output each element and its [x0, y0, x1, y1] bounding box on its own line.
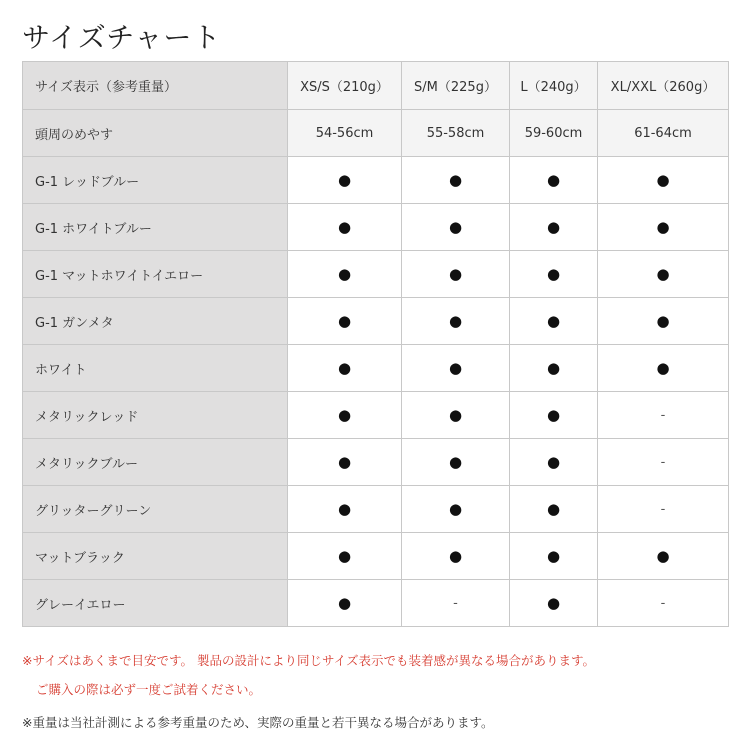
availability-cell: [402, 439, 510, 486]
available-dot-icon: ●: [337, 406, 352, 424]
unavailable-mark: -: [660, 501, 666, 517]
availability-cell: [402, 486, 510, 533]
head-circumference-value: 61-64cm: [598, 110, 729, 157]
availability-cell: [598, 580, 729, 627]
available-dot-icon: ●: [337, 312, 352, 330]
size-chart-table: [22, 61, 729, 627]
size-note-line1: ※サイズはあくまで目安です。 製品の設計により同じサイズ表示でも装着感が異なる場合があります。: [22, 653, 595, 668]
available-dot-icon: ●: [656, 218, 670, 236]
table-row: [23, 157, 729, 204]
availability-cell: [510, 157, 598, 204]
availability-cell: [510, 439, 598, 486]
availability-cell: [510, 486, 598, 533]
availability-cell: [598, 204, 729, 251]
head-circumference-label: 頭周のめやす: [23, 110, 288, 157]
unavailable-mark: -: [660, 454, 666, 470]
size-note-line2: ご購入の際は必ず一度ご試着ください。: [36, 682, 262, 697]
table-row: [23, 298, 729, 345]
color-variant-label: ホワイト: [23, 345, 288, 392]
availability-cell: [402, 580, 510, 627]
availability-cell: [288, 298, 402, 345]
available-dot-icon: ●: [546, 406, 561, 424]
availability-cell: [402, 157, 510, 204]
color-variant-label: マットブラック: [23, 533, 288, 580]
availability-cell: [288, 533, 402, 580]
availability-cell: [598, 392, 729, 439]
available-dot-icon: ●: [337, 218, 352, 236]
availability-cell: [598, 533, 729, 580]
availability-cell: [402, 392, 510, 439]
color-variant-label: メタリックレッド: [23, 392, 288, 439]
weight-note: ※重量は当社計測による参考重量のため、実際の重量と若干異なる場合があります。: [22, 715, 494, 730]
availability-cell: [510, 392, 598, 439]
available-dot-icon: ●: [546, 218, 561, 236]
available-dot-icon: ●: [337, 359, 352, 377]
size-header-s-m: S/M（225g）: [402, 62, 510, 110]
available-dot-icon: ●: [546, 547, 561, 565]
available-dot-icon: ●: [448, 359, 463, 377]
availability-cell: [288, 486, 402, 533]
unavailable-mark: -: [660, 407, 666, 423]
availability-cell: [402, 533, 510, 580]
available-dot-icon: ●: [448, 171, 463, 189]
table-row: [23, 580, 729, 627]
head-circumference-value: 55-58cm: [402, 110, 510, 157]
available-dot-icon: ●: [656, 547, 670, 565]
availability-cell: [598, 486, 729, 533]
availability-cell: [402, 204, 510, 251]
available-dot-icon: ●: [546, 359, 561, 377]
available-dot-icon: ●: [656, 312, 670, 330]
availability-cell: [402, 251, 510, 298]
available-dot-icon: ●: [546, 171, 561, 189]
table-row: [23, 392, 729, 439]
availability-cell: [598, 439, 729, 486]
available-dot-icon: ●: [337, 265, 352, 283]
available-dot-icon: ●: [448, 406, 463, 424]
available-dot-icon: ●: [337, 594, 352, 612]
table-row: [23, 439, 729, 486]
available-dot-icon: ●: [448, 312, 463, 330]
available-dot-icon: ●: [337, 547, 352, 565]
size-header-xs-s: XS/S（210g）: [288, 62, 402, 110]
available-dot-icon: ●: [337, 500, 352, 518]
table-row: [23, 204, 729, 251]
available-dot-icon: ●: [448, 547, 463, 565]
available-dot-icon: ●: [448, 218, 463, 236]
table-row: [23, 345, 729, 392]
availability-cell: [510, 251, 598, 298]
available-dot-icon: ●: [656, 359, 670, 377]
table-row: [23, 486, 729, 533]
size-header-l: L（240g）: [510, 62, 598, 110]
availability-cell: [288, 580, 402, 627]
color-variant-label: メタリックブルー: [23, 439, 288, 486]
availability-cell: [598, 251, 729, 298]
head-circumference-value: 54-56cm: [288, 110, 402, 157]
table-row: [23, 533, 729, 580]
unavailable-mark: -: [660, 595, 666, 611]
availability-cell: [402, 345, 510, 392]
available-dot-icon: ●: [448, 265, 463, 283]
available-dot-icon: ●: [337, 171, 352, 189]
page-title: サイズチャート: [22, 21, 222, 54]
available-dot-icon: ●: [546, 500, 561, 518]
color-variant-label: G-1 ガンメタ: [23, 298, 288, 345]
unavailable-mark: -: [453, 595, 458, 611]
availability-cell: [288, 392, 402, 439]
availability-cell: [288, 204, 402, 251]
availability-cell: [510, 580, 598, 627]
availability-cell: [510, 345, 598, 392]
color-variant-label: グレーイエロー: [23, 580, 288, 627]
available-dot-icon: ●: [448, 453, 463, 471]
availability-cell: [510, 204, 598, 251]
color-variant-label: G-1 マットホワイトイエロー: [23, 251, 288, 298]
availability-cell: [288, 251, 402, 298]
available-dot-icon: ●: [546, 265, 561, 283]
available-dot-icon: ●: [546, 594, 561, 612]
availability-cell: [510, 533, 598, 580]
head-circumference-value: 59-60cm: [510, 110, 598, 157]
available-dot-icon: ●: [546, 453, 561, 471]
availability-cell: [402, 298, 510, 345]
availability-cell: [598, 345, 729, 392]
availability-cell: [598, 298, 729, 345]
color-variant-label: G-1 ホワイトブルー: [23, 204, 288, 251]
availability-cell: [598, 157, 729, 204]
table-row: [23, 251, 729, 298]
table-header-row: [23, 62, 729, 110]
head-circumference-row: [23, 110, 729, 157]
header-label-cell: サイズ表示（参考重量）: [23, 62, 288, 110]
available-dot-icon: ●: [337, 453, 352, 471]
color-variant-label: グリッターグリーン: [23, 486, 288, 533]
availability-cell: [510, 298, 598, 345]
availability-cell: [288, 157, 402, 204]
size-header-xl-xxl: XL/XXL（260g）: [598, 62, 729, 110]
available-dot-icon: ●: [656, 171, 670, 189]
available-dot-icon: ●: [546, 312, 561, 330]
availability-cell: [288, 345, 402, 392]
color-variant-label: G-1 レッドブルー: [23, 157, 288, 204]
available-dot-icon: ●: [656, 265, 670, 283]
availability-cell: [288, 439, 402, 486]
available-dot-icon: ●: [448, 500, 463, 518]
